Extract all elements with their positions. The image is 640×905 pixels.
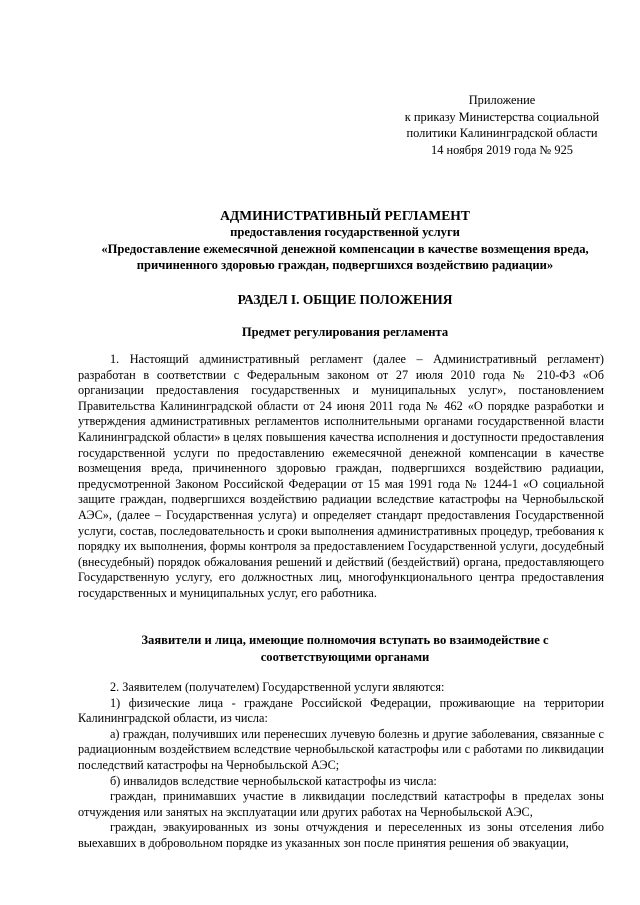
document-subtitle-line: причиненного здоровью граждан, подвергшихся воздействию радиации» bbox=[136, 258, 554, 272]
list-item: 2. Заявителем (получателем) Государственной услуги являются: bbox=[110, 680, 445, 694]
applicants-heading-line: соответствующими органами bbox=[260, 649, 430, 664]
list-item: 1) физические лица - граждане Российской Федерации, проживающие на территории Калининградской области, из числа: bbox=[78, 695, 604, 726]
approval-line: 14 ноября 2019 года № 925 bbox=[431, 142, 573, 157]
list-item: граждан, эвакуированных из зоны отчуждения и переселенных из зоны отселения либо выехавших в добровольном порядке из указанных зон после принятия решения об эвакуации, bbox=[78, 820, 604, 850]
subject-heading: Предмет регулирования регламента bbox=[241, 325, 449, 339]
document-title: АДМИНИСТРАТИВНЫЙ РЕГЛАМЕНТ bbox=[220, 208, 470, 223]
list-item: б) инвалидов вследствие чернобыльской катастрофы из числа: bbox=[110, 773, 437, 788]
approval-line: к приказу Министерства социальной bbox=[404, 109, 600, 124]
document-subtitle-line: предоставления государственной услуги bbox=[230, 225, 460, 239]
list-item: граждан, принимавших участие в ликвидации последствий катастрофы в пределах зоны отчуждения или занятых на эксплуатации или других работах на Чернобыльской АЭС, bbox=[78, 789, 604, 819]
paragraph-1-block bbox=[78, 352, 604, 602]
approval-line: Приложение bbox=[468, 93, 536, 107]
applicants-heading bbox=[60, 632, 630, 665]
paragraph-1: 1. Настоящий административный регламент (далее – Административный регламент) разработан в соответствии с Федеральным законом от 27 июля 2010 года № 210-ФЗ «Об организации предоставления государственных и муниципальных услуг», постановлением Правительства Калининградской области от 24 июня 2011 года № 462 «О порядке разработки и утверждения административных регламентов исполнительными органами государственной власти Калининградской области» в целях повышения качества исполнения и доступности предоставления государственной услуги по предоставлению ежемесячной денежной компенсации в качестве возмещения вреда, причиненного здоровью граждан, подвергшихся воздействию радиации, предусмотренной Законом Российской Федерации от 15 мая 1991 года № 1244-1 «О социальной защите граждан, подвергшихся воздействию радиации вследствие катастрофы на Чернобыльской АЭС», (далее – Государственная услуга) и определяет стандарт предоставления Государственной услуги, состав, последовательность и сроки выполнения административных процедур, требования к порядку их выполнения, формы контроля за предоставлением Государственной услуги, досудебный (внесудебный) порядок обжалования решений и действий (бездействий) органа, предоставляющего Государственную услугу, его должностных лиц, многофункционального центра предоставления государственных и муниципальных услуг, его работника. bbox=[78, 352, 604, 600]
document-subtitle-line: «Предоставление ежемесячной денежной компенсации в качестве возмещения вреда, bbox=[101, 241, 589, 256]
document-title-block bbox=[60, 207, 630, 274]
applicants-heading-line: Заявители и лица, имеющие полномочия вступать во взаимодействие с bbox=[141, 633, 549, 647]
approval-block bbox=[382, 92, 622, 158]
approval-line: политики Калининградской области bbox=[406, 126, 598, 140]
list-item: а) граждан, получивших или перенесших лучевую болезнь и другие заболевания, связанные с радиационным воздействием вследствие чернобыльской катастрофы или с работами по ликвидации последствий катастрофы на Чернобыльской АЭС; bbox=[78, 726, 604, 772]
section-title: РАЗДЕЛ I. ОБЩИЕ ПОЛОЖЕНИЯ bbox=[237, 292, 453, 307]
applicants-list bbox=[78, 680, 604, 852]
